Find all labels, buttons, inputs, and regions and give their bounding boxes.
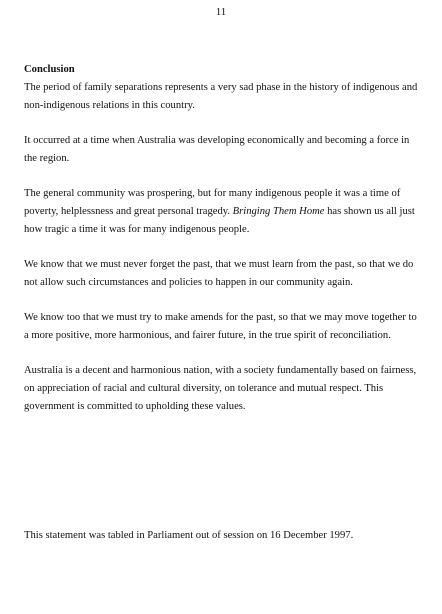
paragraph-2: It occurred at a time when Australia was developing economically and becoming a force in the region. bbox=[24, 135, 410, 164]
paragraph-3-text-end: has shown us all just how tragic a time it was for many indigenous people. bbox=[24, 206, 415, 235]
report-title: Bringing Them Home bbox=[232, 206, 325, 217]
paragraph-3-text-start: The general community was prospering, but for many indigenous people it was a time of poverty, helplessness and great personal tragedy. bbox=[24, 188, 401, 217]
paragraph-5: We know too that we must try to make amends for the past, so that we may move together to a more positive, more harmonious, and fairer future, in the true spirit of reconciliation. bbox=[24, 312, 417, 341]
tabling-statement: This statement was tabled in Parliament out of session on 16 December 1997. bbox=[24, 530, 354, 541]
paragraph-6: Australia is a decent and harmonious nation, with a society fundamentally based on fairness, on appreciation of racial and cultural diversity, on tolerance and mutual respect. This government is committed to upholding these values. bbox=[24, 365, 417, 412]
paragraph-4: We know that we must never forget the past, that we must learn from the past, so that we do not allow such circumstances and policies to happen in our community again. bbox=[24, 259, 414, 288]
section-heading: Conclusion bbox=[24, 64, 75, 75]
page-number: 11 bbox=[215, 6, 227, 18]
paragraph-3 bbox=[24, 185, 420, 239]
document-body bbox=[24, 61, 420, 433]
paragraph-1: The period of family separations represents a very sad phase in the history of indigenous and non-indigenous relations in this country. bbox=[24, 82, 418, 111]
